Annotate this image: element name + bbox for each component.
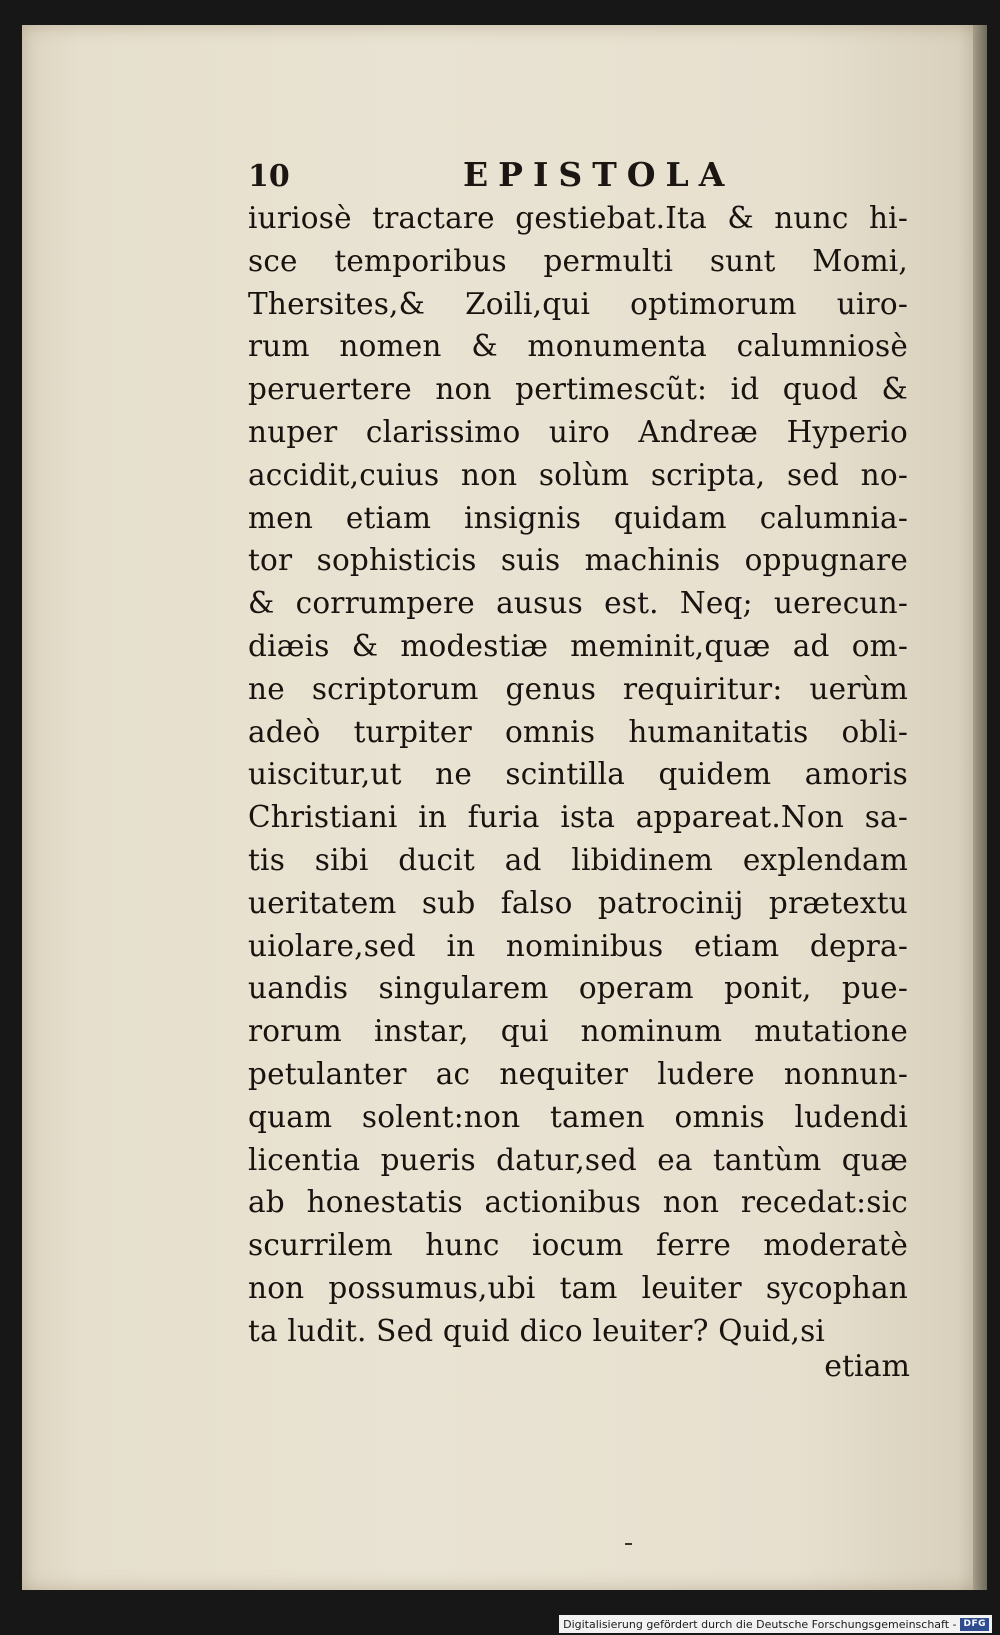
text-line: diæis & modestiæ meminit,quæ ad om- [248,628,908,663]
text-line: uiscitur,ut ne scintilla quidem amoris [248,757,908,792]
text-line: & corrumpere ausus est. Neq; uerecun- [248,586,908,621]
text-line: non possumus,ubi tam leuiter sycophan [248,1270,908,1305]
text-line: uiolare,sed in nominibus etiam depra- [248,928,908,963]
text-line: petulanter ac nequiter ludere nonnun- [248,1056,908,1091]
text-line: adeò turpiter omnis humanitatis obli- [248,714,908,749]
text-line: tis sibi ducit ad libidinem explendam [248,842,908,877]
text-line: uandis singularem operam ponit, pue- [248,971,908,1006]
text-line: sce temporibus permulti sunt Momi, [248,243,908,278]
text-line: rorum instar, qui nominum mutatione [248,1014,908,1049]
page-number: 10 [248,159,290,194]
signature-mark [625,1543,632,1545]
text-line: ab honestatis actionibus non recedat:sic [248,1185,908,1220]
text-line: Christiani in furia ista appareat.Non sa- [248,800,908,835]
text-line: ta ludit. Sed quid dico leuiter? Quid,si [248,1313,826,1348]
text-line: scurrilem hunc iocum ferre moderatè [248,1228,908,1263]
body-text [248,197,908,1353]
digitization-credit [559,1615,992,1633]
text-line: Thersites,& Zoili,qui optimorum uiro- [248,286,908,321]
text-line: tor sophisticis suis machinis oppugnare [248,543,908,578]
text-line: accidit,cuius non solùm scripta, sed no- [248,457,908,492]
catchword: etiam [824,1349,910,1384]
text-line: quam solent:non tamen omnis ludendi [248,1099,908,1134]
text-line: nuper clarissimo uiro Andreæ Hyperio [248,414,908,449]
dfg-logo-icon: DFG [960,1618,989,1631]
text-line: men etiam insignis quidam calumnia- [248,500,908,535]
text-line: ueritatem sub falso patrocinij prætextu [248,885,908,920]
page-edge [973,25,987,1590]
text-line: iuriosè tractare gestiebat.Ita & nunc hi- [248,201,908,235]
credit-text: Digitalisierung gefördert durch die Deutsche Forschungsgemeinschaft - [563,1617,957,1631]
text-line: licentia pueris datur,sed ea tantùm quæ [248,1142,908,1177]
text-line: ne scriptorum genus requiritur: uerùm [248,671,908,706]
text-line: rum nomen & monumenta calumniosè [248,329,908,364]
text-line: peruertere non pertimescũt: id quod & [248,372,908,407]
running-title: EPISTOLA [463,155,735,194]
